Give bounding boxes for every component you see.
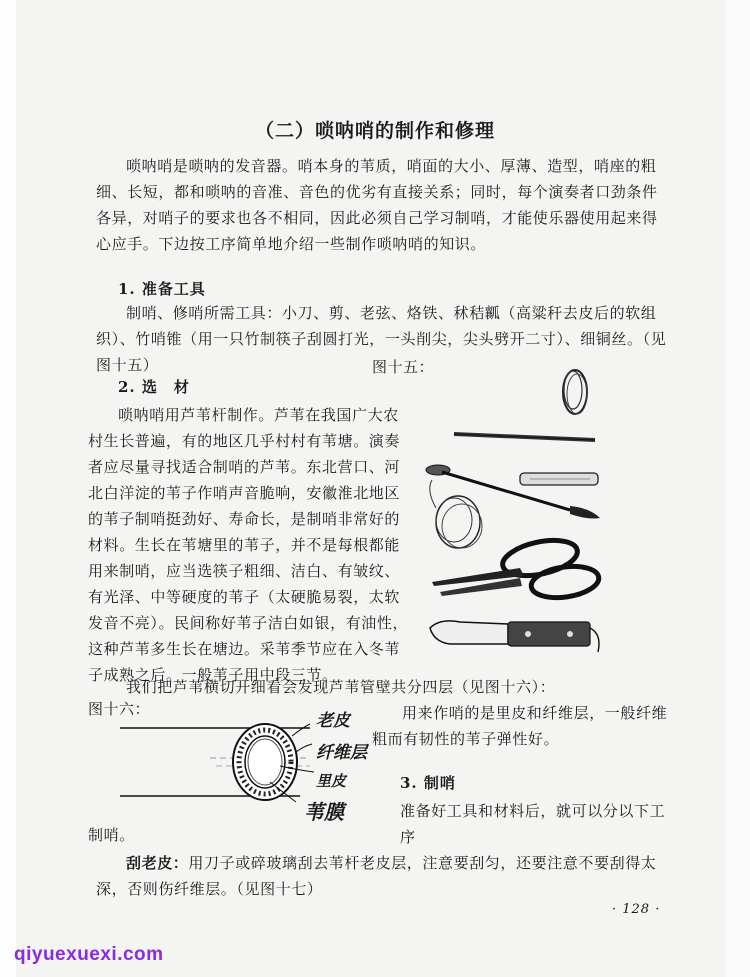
figure-16-reed-cross-section [120,700,320,810]
site-watermark [14,944,164,966]
section-1-text: 制哨、修哨所需工具：小刀、剪、老弦、烙铁、秫秸瓤（高粱秆去皮后的软组织）、竹哨锥（用一只竹制筷子刮圆打光，一头削尖，尖头劈开二寸）、细铜丝。（见图十五） [96,304,667,374]
page-title: （二）唢呐哨的制作和修理 [254,120,495,142]
page-number: · 128 · [612,902,661,917]
scrape-paragraph [96,850,668,902]
scrape-text: 用刀子或碎玻璃刮去苇杆老皮层，注意要刮匀，还要注意不要刮得太深，否则伤纤维层。（见图十七） [96,854,657,898]
figure-15-tools-illustration [420,360,610,660]
figure-16-tag-outer-skin: 老皮 [316,711,350,731]
figure-16-tag-inner-skin: 里皮 [316,772,347,790]
intro-paragraph: 唢呐哨是唢呐的发音器。哨本身的苇质，哨面的大小、厚薄、造型，哨座的粗细、长短，都和唢呐的音准、音色的优劣有直接关系；同时，每个演奏者口劲条件各异，对哨子的要求也各不相同，因此必须自己学习制哨，才能使乐器使用起来得心应手。下边按工序简单地介绍一些制作唢呐哨的知识。 [96,157,658,253]
section-3-text-a: 准备好工具和材料后，就可以分以下工序 [400,802,666,846]
scan-margin-left [0,0,16,977]
bamboo-awl-icon [454,432,595,442]
scissors-icon [432,534,601,601]
scrape-lead: 刮老皮： [126,854,189,872]
figure-15-label: 图十五： [372,358,435,376]
watermark-text: qiyuexuexi.com [14,944,164,965]
section-2-text: 唢呐哨用芦苇杆制作。芦苇在我国广大农村生长普遍，有的地区几乎村村有苇塘。演奏者应尽量寻找适合制哨的芦苇。东北营口、河北白洋淀的苇子作哨声音脆响，安徽淮北地区的苇子制哨挺劲好、寿命长，是制哨非常好的材料。生长在苇塘里的苇子，并不是每根都能用来制哨，应当选筷子粗细、洁白、有皱纹、有光泽、中等硬度的苇子（太硬脆易裂，太软发音不亮）。民间称好苇子洁白如银，有油性，这种芦苇多生长在塘边。采苇季节应在入冬苇子成熟之后。一般苇子用中段三节。 [88,406,409,684]
figure-16-tag-fiber-layer: 纤维层 [316,743,367,763]
knife-icon [430,621,599,652]
old-string-coil-icon [430,480,482,548]
scan-margin-right [726,0,750,977]
section-2-heading: 2. 选 材 [118,378,190,396]
section-3-heading: 3. 制哨 [400,774,456,792]
figure-16-tag-membrane: 苇膜 [304,800,344,824]
copper-wire-coil-icon [563,370,587,414]
figure-16-label: 图十六： [88,700,151,718]
section-3-text-b: 制哨。 [88,826,135,844]
sorghum-pith-icon [520,473,598,485]
figure-16-side-text: 用来作哨的是里皮和纤维层，一般纤维粗而有韧性的苇子弹性好。 [372,704,668,748]
section-1-heading: 1. 准备工具 [118,280,206,298]
section-2-follow: 我们把芦苇横切开细看会发现芦苇管壁共分四层（见图十六）： [126,678,556,696]
